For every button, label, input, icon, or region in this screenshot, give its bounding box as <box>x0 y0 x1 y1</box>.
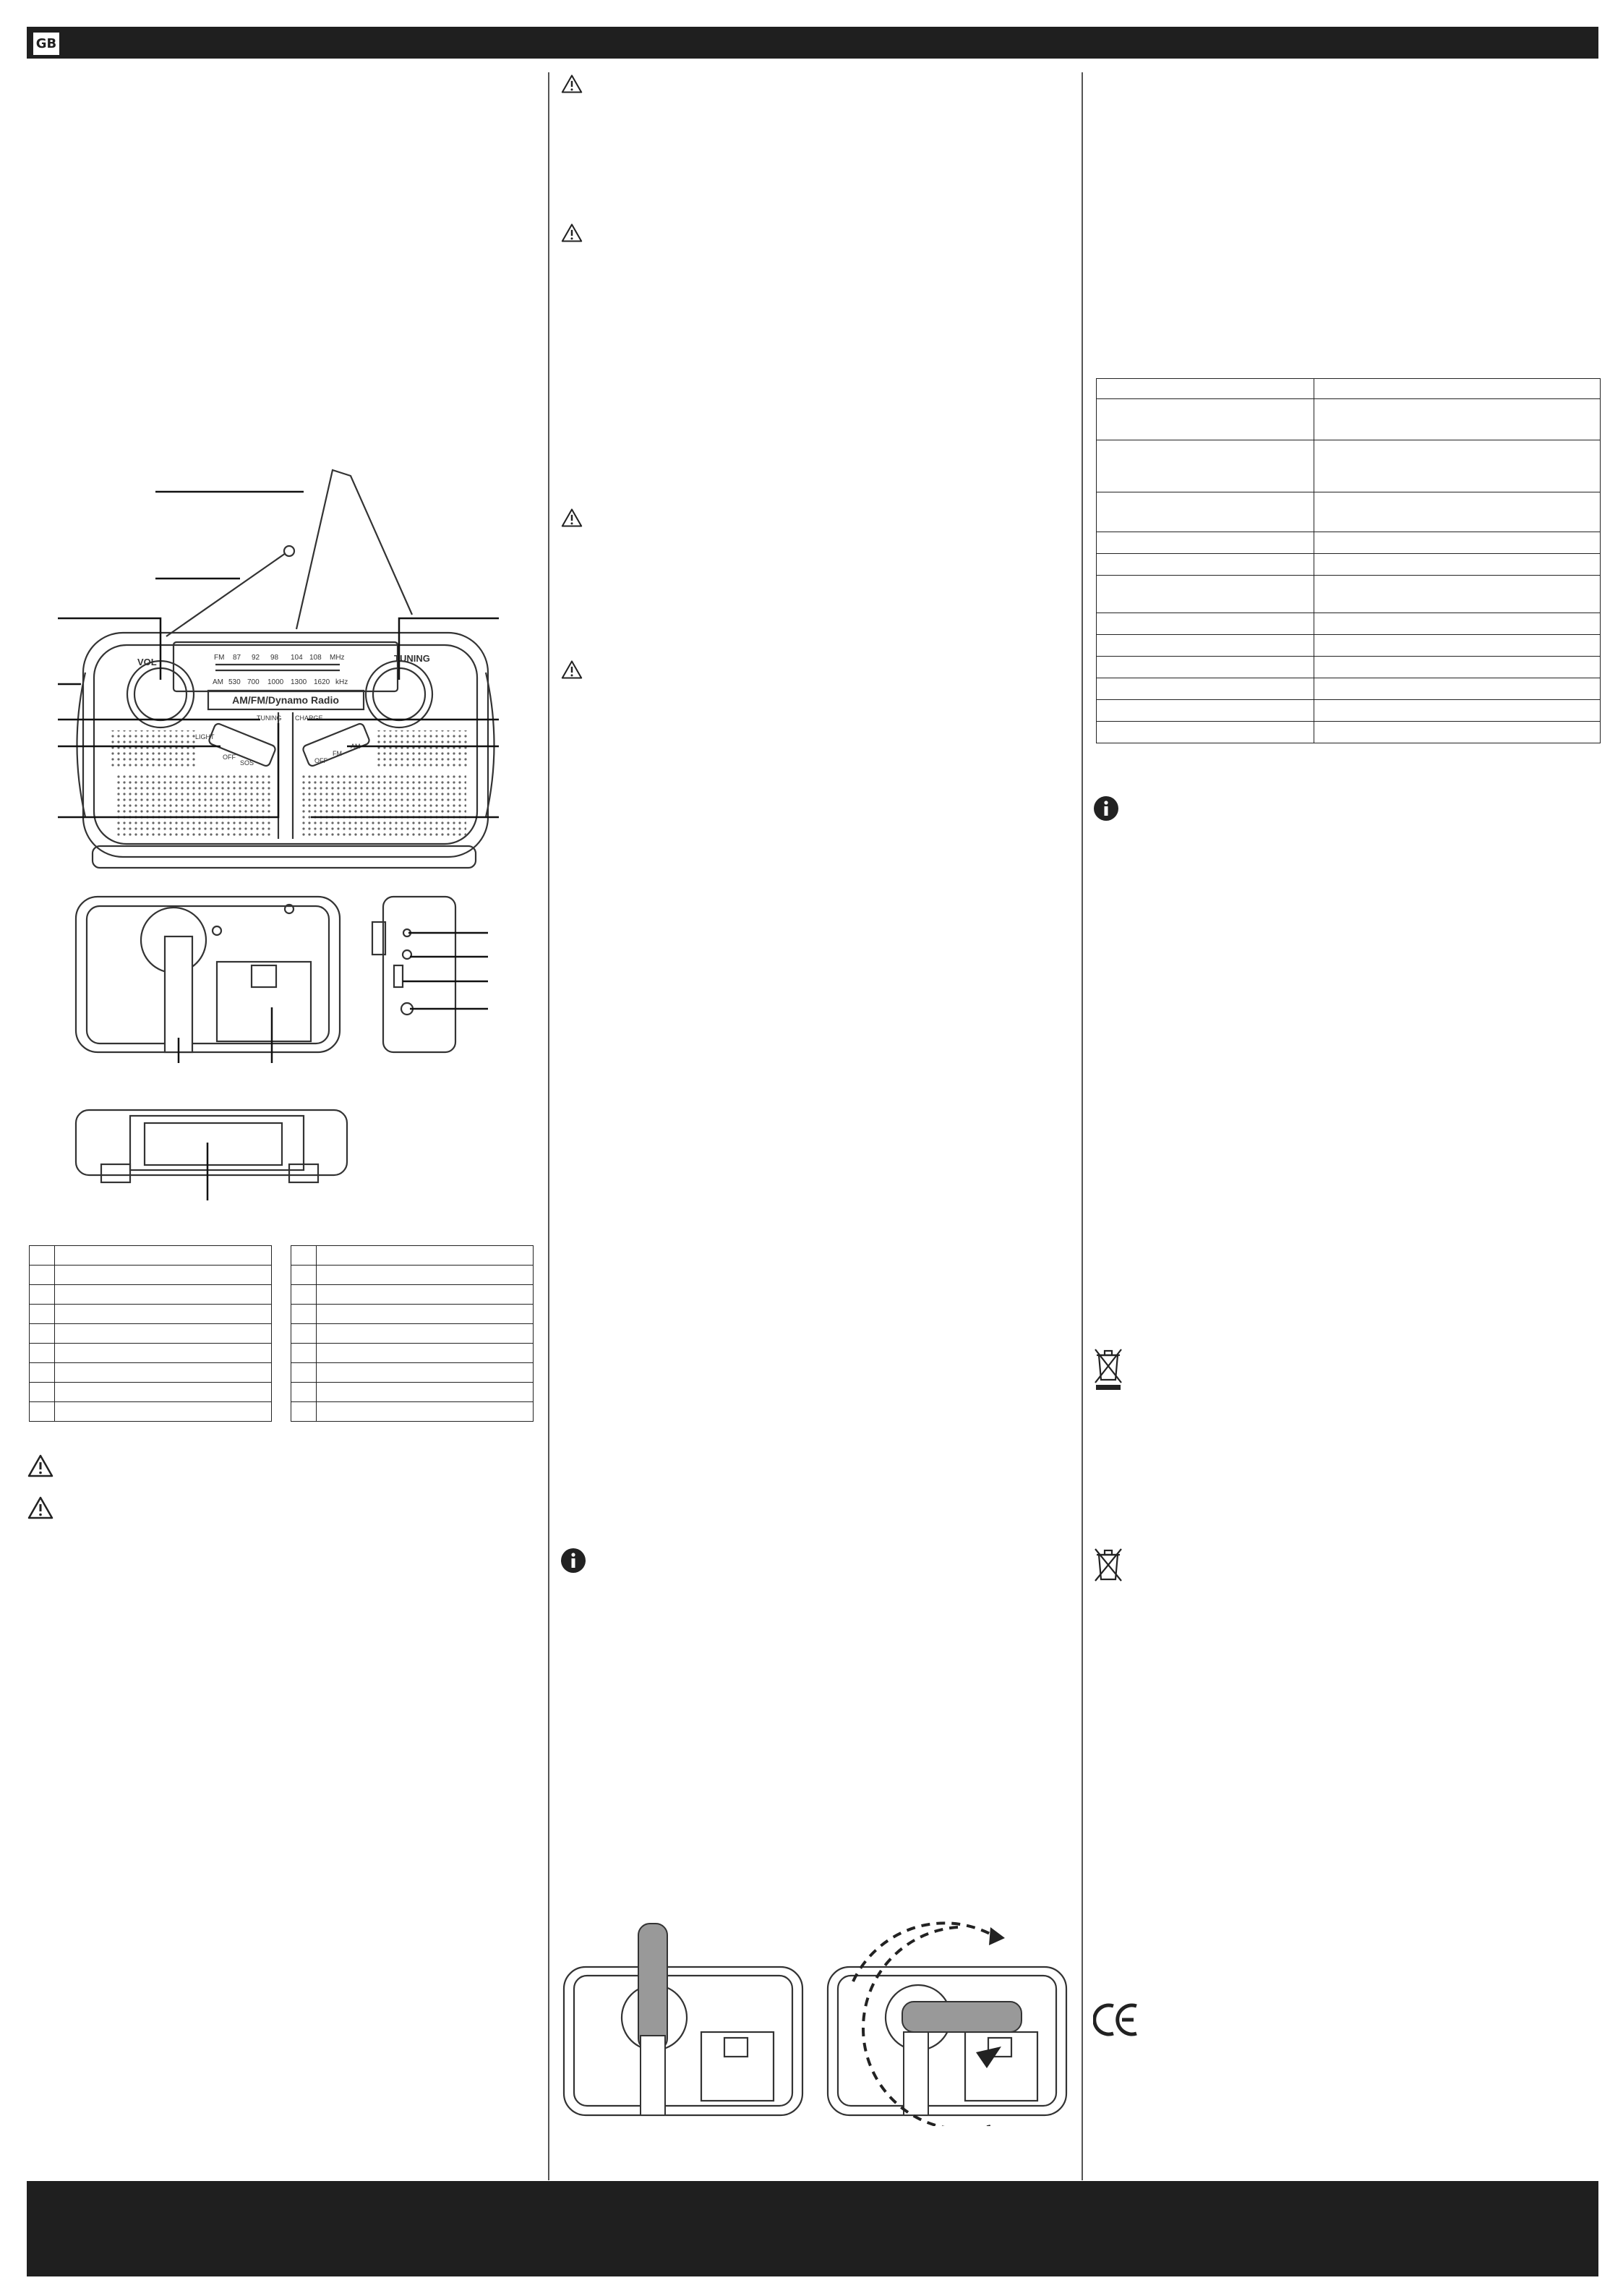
left-speaker-grille <box>116 774 271 839</box>
svg-text:1620: 1620 <box>314 678 330 686</box>
warning-triangle-icon <box>560 660 583 680</box>
table-row <box>30 1305 272 1324</box>
warning-triangle-icon <box>560 74 583 94</box>
table-row <box>291 1363 534 1383</box>
table-row <box>1097 492 1601 532</box>
right-speaker-grille <box>300 774 466 839</box>
volume-label: VOL <box>137 657 157 667</box>
svg-text:104: 104 <box>291 654 303 662</box>
crank-usage-figure <box>557 1909 1077 2126</box>
tuning-label: TUNING <box>394 653 430 664</box>
svg-text:TUNING: TUNING <box>257 714 282 722</box>
table-row <box>291 1266 534 1285</box>
table-row <box>291 1324 534 1344</box>
table-row <box>30 1344 272 1363</box>
radio-back-figure <box>72 893 347 1063</box>
table-row <box>30 1402 272 1422</box>
table-row <box>1097 722 1601 743</box>
radio-bottom-figure <box>72 1103 354 1204</box>
column-divider-right <box>1082 72 1083 2180</box>
svg-text:98: 98 <box>270 654 279 662</box>
info-icon <box>560 1548 586 1574</box>
svg-text:1000: 1000 <box>267 678 284 686</box>
table-row <box>1097 635 1601 657</box>
svg-text:87: 87 <box>233 654 241 662</box>
table-row <box>291 1246 534 1266</box>
table-row <box>30 1363 272 1383</box>
svg-text:CHARGE: CHARGE <box>295 714 323 722</box>
svg-text:FM: FM <box>333 750 342 757</box>
table-row <box>1097 678 1601 700</box>
table-row <box>1097 379 1601 399</box>
table-row <box>291 1285 534 1305</box>
svg-text:LIGHT: LIGHT <box>195 733 215 741</box>
table-row <box>1097 613 1601 635</box>
svg-text:92: 92 <box>252 654 260 662</box>
bottom-footer-bar <box>27 2181 1598 2276</box>
specifications-table <box>1096 378 1601 743</box>
table-row <box>1097 440 1601 492</box>
am-scale-label: AM <box>213 678 223 686</box>
table-row <box>30 1246 272 1266</box>
svg-text:OFF: OFF <box>314 757 327 764</box>
parts-table-right <box>291 1245 534 1422</box>
svg-text:700: 700 <box>247 678 260 686</box>
top-header-bar <box>27 27 1598 59</box>
table-row <box>1097 576 1601 613</box>
svg-text:530: 530 <box>228 678 241 686</box>
warning-triangle-icon <box>27 1454 54 1478</box>
table-row <box>30 1383 272 1402</box>
table-row <box>291 1402 534 1422</box>
column-divider-left <box>548 72 549 2180</box>
table-row <box>291 1305 534 1324</box>
table-row <box>291 1344 534 1363</box>
svg-text:SOS: SOS <box>240 759 254 767</box>
crossed-bin-icon <box>1093 1347 1123 1391</box>
crossed-bin-icon <box>1093 1546 1123 1582</box>
svg-text:AM: AM <box>351 743 361 750</box>
table-row <box>291 1383 534 1402</box>
svg-text:MHz: MHz <box>330 654 345 662</box>
fm-scale-label: FM <box>214 654 225 662</box>
table-row <box>1097 554 1601 576</box>
brand-label: AM/FM/Dynamo Radio <box>232 694 339 706</box>
svg-text:kHz: kHz <box>335 678 348 686</box>
table-row <box>30 1285 272 1305</box>
radio-side-figure <box>365 893 492 1063</box>
warning-triangle-icon <box>560 223 583 243</box>
warning-triangle-icon <box>27 1495 54 1520</box>
table-row <box>1097 700 1601 722</box>
language-badge: GB <box>32 31 61 56</box>
svg-text:OFF: OFF <box>223 754 236 761</box>
warning-triangle-icon <box>560 508 583 528</box>
svg-text:1300: 1300 <box>291 678 307 686</box>
table-row <box>1097 657 1601 678</box>
table-row <box>1097 532 1601 554</box>
table-row <box>30 1266 272 1285</box>
parts-table-left <box>29 1245 272 1422</box>
radio-front-figure <box>29 456 521 1208</box>
table-row <box>30 1324 272 1344</box>
info-icon <box>1093 795 1119 821</box>
svg-text:108: 108 <box>309 654 322 662</box>
table-row <box>1097 399 1601 440</box>
ce-mark-icon <box>1093 2002 1139 2038</box>
